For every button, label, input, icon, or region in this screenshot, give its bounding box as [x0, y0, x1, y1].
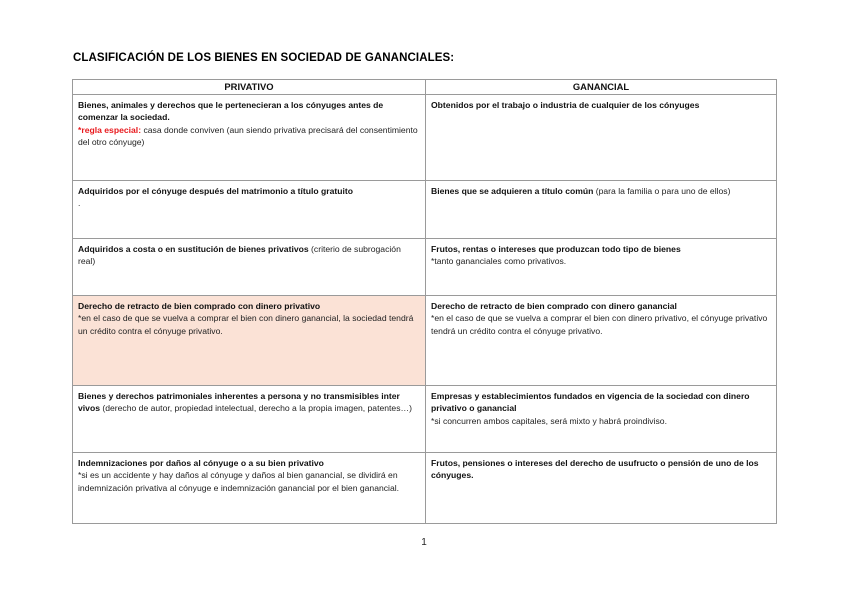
- table-row: [73, 181, 777, 239]
- cell-main-text: Empresas y establecimientos fundados en vigencia de la sociedad con dinero privativo o ganancial: [431, 391, 750, 414]
- cell-ganancial: [426, 181, 777, 239]
- cell-main-text: Obtenidos por el trabajo o industria de cualquier de los cónyuges: [431, 100, 700, 110]
- cell-main-text: Derecho de retracto de bien comprado con dinero ganancial: [431, 301, 677, 311]
- cell-privativo: [73, 181, 426, 239]
- cell-main-text: Bienes y derechos patrimoniales inherentes a persona y no transmisibles inter vivos: [78, 391, 400, 414]
- table-row: [73, 95, 777, 181]
- classification-table: [72, 79, 777, 524]
- cell-main-text: Derecho de retracto de bien comprado con dinero privativo: [78, 301, 321, 311]
- column-header-privativo: PRIVATIVO: [73, 80, 426, 95]
- cell-note-text: *si concurren ambos capitales, será mixto y habrá proindiviso.: [431, 415, 667, 426]
- cell-main-text: Adquiridos por el cónyuge después del matrimonio a título gratuito: [78, 186, 354, 196]
- cell-privativo: [73, 453, 426, 524]
- cell-ganancial: [426, 386, 777, 453]
- cell-ganancial: [426, 453, 777, 524]
- cell-privativo: [73, 386, 426, 453]
- document-title: CLASIFICACIÓN DE LOS BIENES EN SOCIEDAD DE GANANCIALES:: [73, 52, 455, 64]
- table-row: [73, 453, 777, 524]
- cell-ganancial: [426, 95, 777, 181]
- cell-extra-text: (derecho de autor, propiedad intelectual, derecho a la propia imagen, patentes…): [99, 403, 412, 414]
- cell-ganancial: [426, 296, 777, 386]
- cell-main-text: Frutos, rentas o intereses que produzcan todo tipo de bienes: [431, 244, 681, 254]
- cell-privativo-highlighted: [73, 296, 426, 386]
- cell-note-text: *tanto gananciales como privativos.: [431, 256, 567, 267]
- cell-note-text: *si es un accidente y hay daños al cónyuge y daños al bien ganancial, se dividirá en indemnización privativa al cónyuge e indemnización ganancial por el bien ganancial.: [78, 470, 400, 493]
- table-row: [73, 296, 777, 386]
- cell-main-text: Bienes que se adquieren a título común: [431, 186, 594, 196]
- cell-note-text: *en el caso de que se vuelva a comprar el bien con dinero ganancial, la sociedad tendrá un crédito contra el cónyuge privativo.: [78, 313, 414, 336]
- cell-extra-text: .: [78, 198, 81, 209]
- cell-main-text: Adquiridos a costa o en sustitución de bienes privativos: [78, 244, 309, 254]
- cell-extra-text: (criterio de subrogación real): [78, 244, 401, 267]
- cell-ganancial: [426, 239, 777, 296]
- cell-privativo: [73, 239, 426, 296]
- page-number: 1: [421, 537, 427, 548]
- cell-note-text: *en el caso de que se vuelva a comprar el bien con dinero privativo, el cónyuge privativo tendrá un crédito contra el cónyuge privativo.: [431, 313, 768, 336]
- cell-main-text: Indemnizaciones por daños al cónyuge o a su bien privativo: [78, 458, 324, 468]
- cell-main-text: Bienes, animales y derechos que le pertenecieran a los cónyuges antes de comenzar la sociedad.: [78, 100, 384, 123]
- table-header-row: [73, 80, 777, 95]
- cell-extra-text: (para la familia o para uno de ellos): [593, 186, 731, 196]
- special-rule-text: casa donde conviven (aun siendo privativa precisará del consentimiento del otro cónyuge): [78, 124, 418, 148]
- cell-main-text: Frutos, pensiones o intereses del derecho de usufructo o pensión de uno de los cónyuges.: [431, 458, 759, 481]
- table-row: [73, 239, 777, 296]
- cell-privativo: [73, 95, 426, 181]
- special-rule-label: *regla especial:: [78, 124, 142, 135]
- table-row: [73, 386, 777, 453]
- column-header-ganancial: GANANCIAL: [426, 80, 777, 95]
